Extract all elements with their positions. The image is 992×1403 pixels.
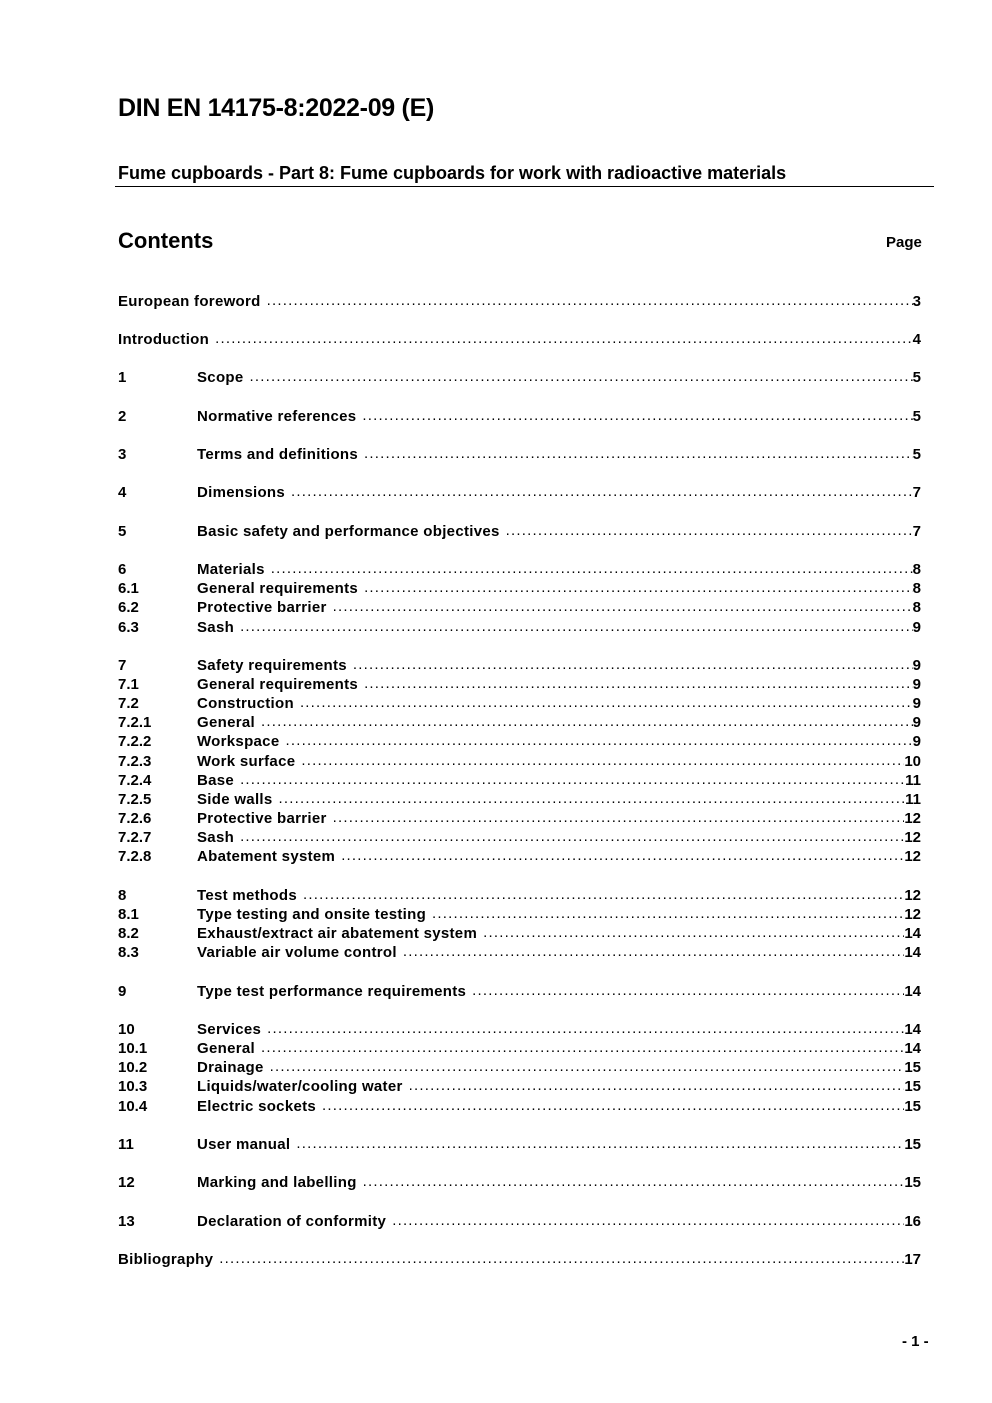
toc-entry-number: 7.2.8: [118, 848, 152, 865]
toc-entry[interactable]: [118, 732, 921, 751]
toc-entry-number: 6.3: [118, 619, 139, 636]
toc-entry-page: 14: [904, 944, 921, 961]
toc-entry-title: Normative references: [197, 408, 357, 425]
toc-entry-number: 4: [118, 484, 127, 501]
toc-dot-leader: [240, 827, 904, 846]
toc-entry-title: Type testing and onsite testing: [197, 906, 427, 923]
toc-entry-page: 17: [904, 1251, 921, 1268]
toc-entry-number: 7.2.3: [118, 753, 152, 770]
toc-entry-page: 8: [912, 561, 921, 578]
toc-dot-leader: [261, 712, 913, 731]
toc-entry-title: Test methods: [197, 887, 298, 904]
toc-entry-page: 9: [912, 657, 921, 674]
toc-entry-page: 11: [905, 791, 921, 808]
toc-entry-page: 5: [912, 446, 921, 463]
toc-entry-page: 12: [904, 887, 921, 904]
toc-entry[interactable]: [118, 943, 921, 962]
toc-entry-number: 7.2.7: [118, 829, 152, 846]
toc-entry-title: Exhaust/extract air abatement system: [197, 925, 478, 942]
toc-dot-leader: [362, 406, 912, 425]
toc-entry-title: Scope: [197, 369, 244, 386]
toc-entry-number: 5: [118, 523, 127, 540]
toc-entry[interactable]: [118, 752, 921, 771]
toc-entry-page: 14: [904, 1021, 921, 1038]
toc-entry[interactable]: [118, 713, 921, 732]
toc-entry-title: Drainage: [197, 1059, 264, 1076]
toc-entry-number: 7.2: [118, 695, 139, 712]
toc-entry[interactable]: [118, 522, 921, 541]
toc-entry-page: 9: [912, 619, 921, 636]
toc-entry[interactable]: [118, 656, 921, 675]
toc-dot-leader: [341, 846, 904, 865]
toc-dot-leader: [353, 655, 913, 674]
toc-entry-title: Work surface: [197, 753, 296, 770]
toc-entry-title: General requirements: [197, 676, 359, 693]
document-id: DIN EN 14175-8:2022-09 (E): [118, 94, 434, 122]
toc-dot-leader: [240, 617, 913, 636]
toc-entry-number: 11: [118, 1136, 134, 1153]
toc-entry[interactable]: [118, 368, 921, 387]
toc-entry[interactable]: [118, 445, 921, 464]
toc-entry-title: Variable air volume control: [197, 944, 397, 961]
toc-entry-page: 12: [904, 810, 921, 827]
footer-page-number: - 1 -: [902, 1333, 929, 1350]
toc-entry-page: 15: [904, 1059, 921, 1076]
toc-entry-number: 7.2.5: [118, 791, 152, 808]
toc-dot-leader: [409, 1076, 905, 1095]
toc-entry-page: 11: [905, 772, 921, 789]
toc-entry-title: General: [197, 714, 255, 731]
toc-entry-title: Marking and labelling: [197, 1174, 357, 1191]
toc-entry-page: 14: [904, 983, 921, 1000]
toc-entry-number: 6.2: [118, 599, 139, 616]
toc-entry-page: 9: [912, 733, 921, 750]
toc-entry-number: 7: [118, 657, 127, 674]
toc-entry[interactable]: [118, 330, 921, 349]
contents-heading: Contents: [118, 228, 214, 253]
toc-entry-number: 10.3: [118, 1078, 148, 1095]
toc-entry-title: Declaration of conformity: [197, 1213, 387, 1230]
toc-entry-page: 15: [904, 1136, 921, 1153]
toc-entry-title: Base: [197, 772, 235, 789]
toc-entry-page: 15: [904, 1078, 921, 1095]
toc-entry[interactable]: [118, 598, 921, 617]
toc-entry-title: Electric sockets: [197, 1098, 317, 1115]
toc-entry-title: General: [197, 1040, 255, 1057]
toc-entry[interactable]: [118, 1212, 921, 1231]
toc-entry-page: 9: [912, 695, 921, 712]
toc-entry-title: Liquids/water/cooling water: [197, 1078, 403, 1095]
toc-entry[interactable]: [118, 1250, 921, 1269]
toc-entry-title: Sash: [197, 829, 235, 846]
page-column-label: Page: [886, 234, 922, 251]
toc-dot-leader: [432, 904, 904, 923]
toc-dot-leader: [333, 808, 905, 827]
toc-entry-number: 9: [118, 983, 127, 1000]
toc-dot-leader: [240, 770, 905, 789]
toc-entry-page: 7: [912, 523, 921, 540]
toc-dot-leader: [285, 731, 912, 750]
toc-entry-title: Bibliography: [118, 1251, 214, 1268]
toc-entry-title: Sash: [197, 619, 235, 636]
toc-entry[interactable]: [118, 886, 921, 905]
toc-entry-title: Materials: [197, 561, 265, 578]
toc-entry-page: 3: [912, 293, 921, 310]
toc-dot-leader: [472, 981, 904, 1000]
toc-entry-title: Protective barrier: [197, 599, 327, 616]
toc-entry[interactable]: [118, 924, 921, 943]
toc-entry-page: 4: [912, 331, 921, 348]
toc-dot-leader: [333, 597, 913, 616]
toc-dot-leader: [392, 1211, 904, 1230]
toc-entry-number: 10: [118, 1021, 135, 1038]
toc-entry-page: 9: [912, 714, 921, 731]
toc-dot-leader: [219, 1249, 904, 1268]
toc-entry-number: 10.4: [118, 1098, 148, 1115]
toc-entry[interactable]: [118, 694, 921, 713]
toc-entry-title: Workspace: [197, 733, 280, 750]
toc-entry[interactable]: [118, 982, 921, 1001]
toc-entry-number: 2: [118, 408, 127, 425]
toc-entry-title: Services: [197, 1021, 262, 1038]
toc-entry-title: Dimensions: [197, 484, 286, 501]
toc-entry[interactable]: [118, 292, 921, 311]
toc-entry-title: Basic safety and performance objectives: [197, 523, 500, 540]
toc-dot-leader: [261, 1038, 904, 1057]
toc-entry-page: 10: [904, 753, 921, 770]
toc-entry[interactable]: [118, 1020, 921, 1039]
toc-entry-number: 7.1: [118, 676, 139, 693]
toc-entry[interactable]: [118, 1173, 921, 1192]
toc-entry-page: 9: [912, 676, 921, 693]
toc-dot-leader: [301, 751, 904, 770]
toc-dot-leader: [363, 1172, 905, 1191]
toc-entry-page: 14: [904, 1040, 921, 1057]
toc-dot-leader: [303, 885, 904, 904]
toc-entry-number: 7.2.6: [118, 810, 152, 827]
toc-entry-page: 12: [904, 829, 921, 846]
toc-entry[interactable]: [118, 809, 921, 828]
toc-entry-page: 7: [912, 484, 921, 501]
toc-entry-page: 12: [904, 906, 921, 923]
toc-entry-number: 10.1: [118, 1040, 148, 1057]
toc-entry[interactable]: [118, 483, 921, 502]
toc-entry-number: 7.2.1: [118, 714, 152, 731]
toc-entry[interactable]: [118, 579, 921, 598]
toc-entry-number: 3: [118, 446, 127, 463]
toc-entry[interactable]: [118, 1077, 921, 1096]
toc-entry[interactable]: [118, 1039, 921, 1058]
toc-entry-title: Introduction: [118, 331, 210, 348]
toc-entry-number: 6: [118, 561, 127, 578]
toc-entry-title: European foreword: [118, 293, 261, 310]
toc-entry[interactable]: [118, 1058, 921, 1077]
document-subtitle: Fume cupboards - Part 8: Fume cupboards for work with radioactive materials: [118, 163, 787, 183]
toc-entry[interactable]: [118, 790, 921, 809]
toc-dot-leader: [270, 1057, 905, 1076]
toc-entry-title: Safety requirements: [197, 657, 347, 674]
toc-entry-page: 15: [904, 1098, 921, 1115]
toc-entry-title: User manual: [197, 1136, 291, 1153]
toc-entry-page: 8: [912, 599, 921, 616]
toc-entry[interactable]: [118, 407, 921, 426]
toc-dot-leader: [215, 329, 913, 348]
toc-entry-number: 12: [118, 1174, 135, 1191]
toc-dot-leader: [364, 444, 913, 463]
toc-dot-leader: [300, 693, 913, 712]
toc-entry[interactable]: [118, 771, 921, 790]
toc-entry-title: Abatement system: [197, 848, 336, 865]
toc-entry-title: General requirements: [197, 580, 359, 597]
toc-entry-title: Construction: [197, 695, 294, 712]
toc-entry-number: 8.3: [118, 944, 139, 961]
toc-entry-number: 10.2: [118, 1059, 148, 1076]
toc-dot-leader: [267, 1019, 904, 1038]
toc-entry-page: 12: [904, 848, 921, 865]
toc-entry-page: 14: [904, 925, 921, 942]
toc-entry-number: 7.2.2: [118, 733, 152, 750]
toc-entry-page: 5: [912, 408, 921, 425]
toc-entry-number: 1: [118, 369, 127, 386]
toc-dot-leader: [267, 291, 913, 310]
toc-dot-leader: [322, 1096, 904, 1115]
toc-entry-title: Terms and definitions: [197, 446, 359, 463]
toc-entry[interactable]: [118, 1135, 921, 1154]
toc-dot-leader: [506, 521, 913, 540]
toc-dot-leader: [364, 578, 913, 597]
toc-entry-number: 8.1: [118, 906, 139, 923]
toc-entry[interactable]: [118, 828, 921, 847]
toc-entry-number: 8.2: [118, 925, 139, 942]
toc-entry-page: 8: [912, 580, 921, 597]
toc-entry[interactable]: [118, 1097, 921, 1116]
toc-entry[interactable]: [118, 618, 921, 637]
toc-entry-page: 5: [912, 369, 921, 386]
toc-entry[interactable]: [118, 847, 921, 866]
toc-entry[interactable]: [118, 560, 921, 579]
toc-dot-leader: [364, 674, 913, 693]
toc-dot-leader: [291, 482, 913, 501]
toc-dot-leader: [403, 942, 904, 961]
toc-dot-leader: [483, 923, 904, 942]
toc-dot-leader: [296, 1134, 904, 1153]
toc-entry[interactable]: [118, 905, 921, 924]
toc-entry-page: 16: [904, 1213, 921, 1230]
toc-dot-leader: [271, 559, 913, 578]
toc-entry-number: 7.2.4: [118, 772, 152, 789]
toc-entry-number: 6.1: [118, 580, 139, 597]
toc-entry-title: Type test performance requirements: [197, 983, 467, 1000]
toc-entry-number: 8: [118, 887, 127, 904]
toc-dot-leader: [250, 367, 913, 386]
toc-entry-page: 15: [904, 1174, 921, 1191]
toc-entry-title: Side walls: [197, 791, 273, 808]
toc-entry-title: Protective barrier: [197, 810, 327, 827]
toc-entry[interactable]: [118, 675, 921, 694]
toc-dot-leader: [279, 789, 906, 808]
toc-entry-number: 13: [118, 1213, 135, 1230]
